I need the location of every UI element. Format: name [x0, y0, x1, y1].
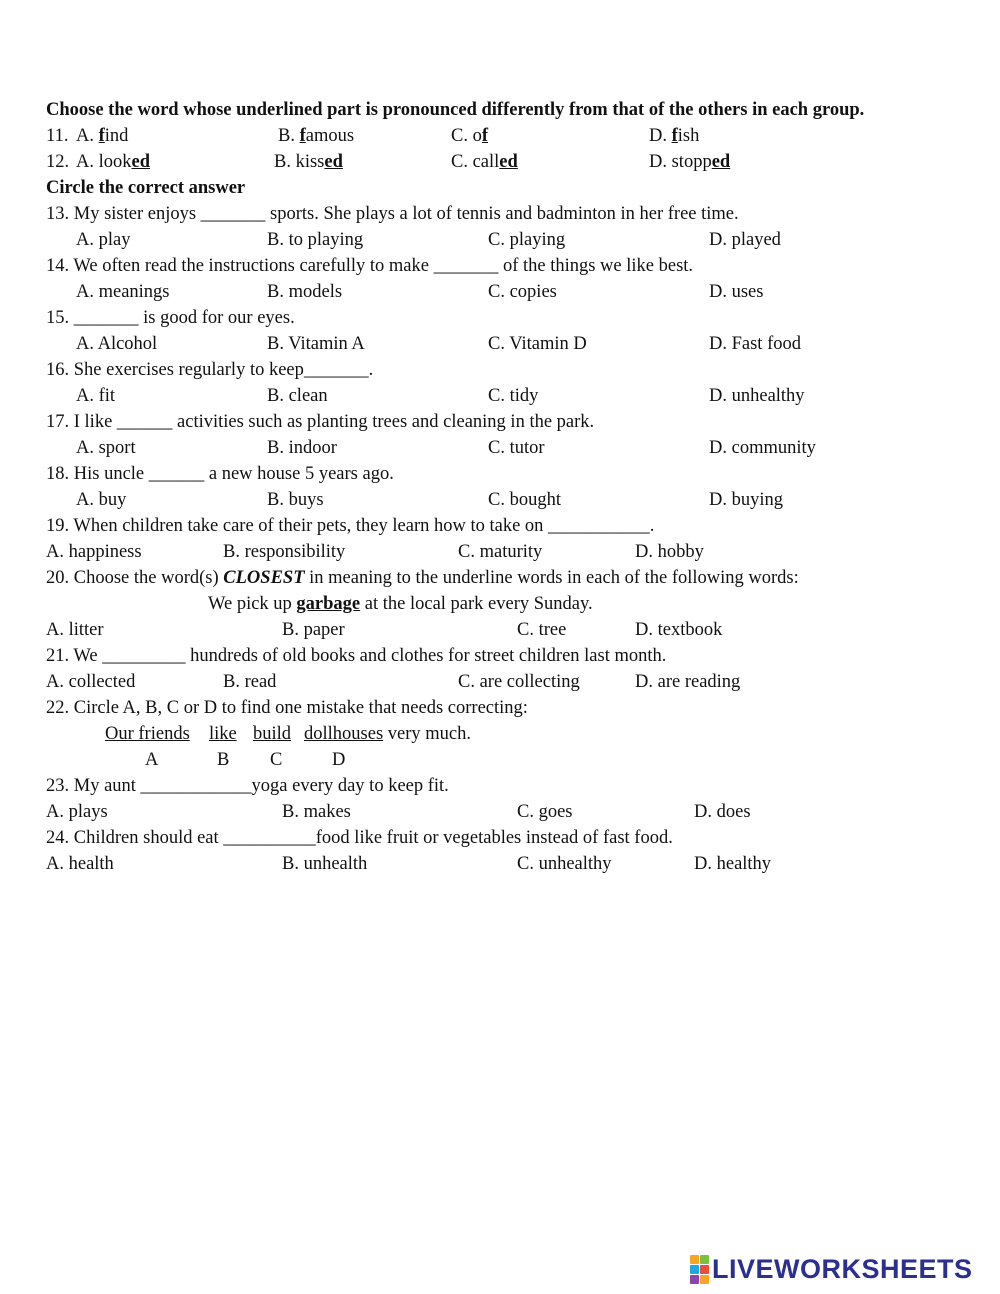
q11-option-c: C. of — [451, 126, 489, 146]
q21-option-c: C. are collecting — [458, 672, 580, 692]
q24-option-b: B. unhealth — [282, 854, 368, 874]
q17-option-d: D. community — [709, 438, 816, 458]
q16-option-d: D. unhealthy — [709, 386, 805, 406]
q23-option-d: D. does — [694, 802, 751, 822]
q18-option-c: C. bought — [488, 490, 561, 510]
q22-label-b: B — [217, 750, 230, 770]
q23-option-b: B. makes — [282, 802, 351, 822]
q22-label-c: C — [270, 750, 283, 770]
q22-label-d: D — [332, 750, 346, 770]
instruction-pronunciation: Choose the word whose underlined part is pronounced differently from that of the others in each group. — [46, 100, 865, 120]
q24-stem: 24. Children should eat __________food like fruit or vegetables instead of fast food. — [46, 828, 673, 848]
q21-option-d: D. are reading — [635, 672, 741, 692]
q19-option-b: B. responsibility — [223, 542, 346, 562]
q17-option-b: B. indoor — [267, 438, 337, 458]
q24-option-a: A. health — [46, 854, 114, 874]
q20-sentence: We pick up garbage at the local park every Sunday. — [208, 594, 593, 614]
q24-option-c: C. unhealthy — [517, 854, 612, 874]
q19-option-d: D. hobby — [635, 542, 704, 562]
liveworksheets-logo-icon — [690, 1255, 709, 1284]
q16-option-b: B. clean — [267, 386, 328, 406]
q18-option-b: B. buys — [267, 490, 324, 510]
q14-option-b: B. models — [267, 282, 343, 302]
instruction-circle: Circle the correct answer — [46, 178, 246, 198]
q11-option-d: D. fish — [649, 126, 700, 146]
q13-stem: 13. My sister enjoys _______ sports. She plays a lot of tennis and badminton in her free time. — [46, 204, 739, 224]
q17-stem: 17. I like ______ activities such as planting trees and cleaning in the park. — [46, 412, 595, 432]
q12-option-a: A. looked — [76, 152, 150, 172]
q18-option-d: D. buying — [709, 490, 783, 510]
q22-label-a: A — [145, 750, 159, 770]
q20-option-c: C. tree — [517, 620, 567, 640]
q15-stem: 15. _______ is good for our eyes. — [46, 308, 295, 328]
q19-stem: 19. When children take care of their pets, they learn how to take on ___________. — [46, 516, 655, 536]
q22-part-b: like — [209, 724, 237, 744]
q22-part-d-line: dollhouses very much. — [304, 724, 471, 744]
q22-part-a: Our friends — [105, 724, 190, 744]
q14-option-d: D. uses — [709, 282, 764, 302]
q23-option-c: C. goes — [517, 802, 573, 822]
q16-option-c: C. tidy — [488, 386, 539, 406]
q14-option-a: A. meanings — [76, 282, 170, 302]
q21-stem: 21. We _________ hundreds of old books and clothes for street children last month. — [46, 646, 667, 666]
q15-option-c: C. Vitamin D — [488, 334, 587, 354]
q22-stem: 22. Circle A, B, C or D to find one mistake that needs correcting: — [46, 698, 528, 718]
q15-option-a: A. Alcohol — [76, 334, 158, 354]
q24-option-d: D. healthy — [694, 854, 772, 874]
q21-option-b: B. read — [223, 672, 277, 692]
q22-part-d: dollhouses — [304, 724, 384, 744]
q17-option-a: A. sport — [76, 438, 136, 458]
q23-stem: 23. My aunt ____________yoga every day to keep fit. — [46, 776, 449, 796]
q23-option-a: A. plays — [46, 802, 108, 822]
liveworksheets-logo-text: LIVEWORKSHEETS — [712, 1253, 973, 1284]
q19-option-a: A. happiness — [46, 542, 142, 562]
q11-option-b: B. famous — [278, 126, 355, 146]
liveworksheets-logo — [690, 1254, 973, 1284]
q20-option-a: A. litter — [46, 620, 104, 640]
q14-stem: 14. We often read the instructions carefully to make _______ of the things we like best. — [46, 256, 694, 276]
q12-option-d: D. stopped — [649, 152, 731, 172]
q20-stem: 20. Choose the word(s) CLOSEST in meaning to the underline words in each of the following words: — [46, 568, 799, 588]
q12-number: 12. — [46, 152, 70, 172]
q14-option-c: C. copies — [488, 282, 557, 302]
q18-stem: 18. His uncle ______ a new house 5 years ago. — [46, 464, 394, 484]
q12-option-c: C. called — [451, 152, 518, 172]
q13-option-c: C. playing — [488, 230, 566, 250]
q13-option-b: B. to playing — [267, 230, 364, 250]
q11-option-a: A. find — [76, 126, 129, 146]
q20-option-b: B. paper — [282, 620, 345, 640]
q17-option-c: C. tutor — [488, 438, 545, 458]
q15-option-d: D. Fast food — [709, 334, 801, 354]
q13-option-a: A. play — [76, 230, 131, 250]
q19-option-c: C. maturity — [458, 542, 543, 562]
q15-option-b: B. Vitamin A — [267, 334, 365, 354]
q12-option-b: B. kissed — [274, 152, 343, 172]
q16-stem: 16. She exercises regularly to keep_______. — [46, 360, 374, 380]
q22-part-c: build — [253, 724, 292, 744]
q13-option-d: D. played — [709, 230, 781, 250]
q20-option-d: D. textbook — [635, 620, 723, 640]
q11-number: 11. — [46, 126, 69, 146]
q18-option-a: A. buy — [76, 490, 127, 510]
q21-option-a: A. collected — [46, 672, 136, 692]
q16-option-a: A. fit — [76, 386, 116, 406]
